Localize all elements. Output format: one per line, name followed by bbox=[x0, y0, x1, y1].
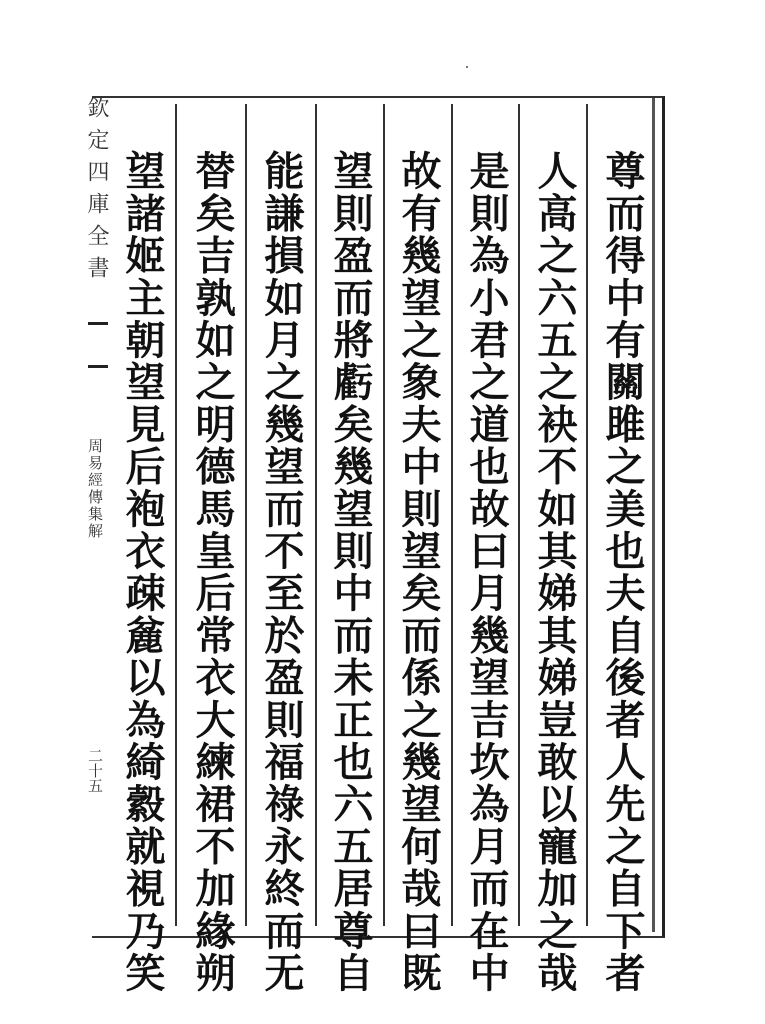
frame-double-rule bbox=[652, 98, 655, 932]
ink-speck bbox=[466, 66, 468, 68]
text-column-1: 尊而得中有關雎之美也夫自後者人先之自下者 bbox=[599, 150, 646, 994]
column-divider bbox=[315, 104, 317, 926]
text-column-2: 人高之六五之袂不如其娣其娣豈敢以寵加之哉 bbox=[531, 150, 578, 994]
column-divider bbox=[586, 104, 588, 926]
text-column-6: 能謙損如月之幾望而不至於盈則福祿永終而无 bbox=[258, 150, 305, 994]
text-column-5: 望則盈而將虧矣幾望則中而未正也六五居尊自 bbox=[327, 150, 374, 994]
text-column-3: 是則為小君之道也故曰月幾望吉坎為月而在中 bbox=[463, 150, 510, 994]
text-column-7: 替矣吉孰如之明德馬皇后常衣大練裙不加緣朔 bbox=[189, 150, 236, 994]
column-divider bbox=[175, 104, 177, 926]
column-divider bbox=[245, 104, 247, 926]
page-number: 二十五 bbox=[86, 748, 104, 793]
book-title: 周易經傳集解 bbox=[86, 438, 104, 540]
text-column-8: 望諸姬主朝望見后袍衣疎麄以為綺縠就視乃笑 bbox=[119, 150, 166, 994]
text-column-4: 故有幾望之象夫中則望矣而係之幾望何哉曰既 bbox=[395, 150, 442, 994]
column-divider bbox=[451, 104, 453, 926]
column-divider bbox=[518, 104, 520, 926]
fishtail-mark bbox=[88, 322, 108, 368]
column-divider bbox=[383, 104, 385, 926]
margin-header-label: 欽定四庫全書 bbox=[84, 96, 109, 288]
